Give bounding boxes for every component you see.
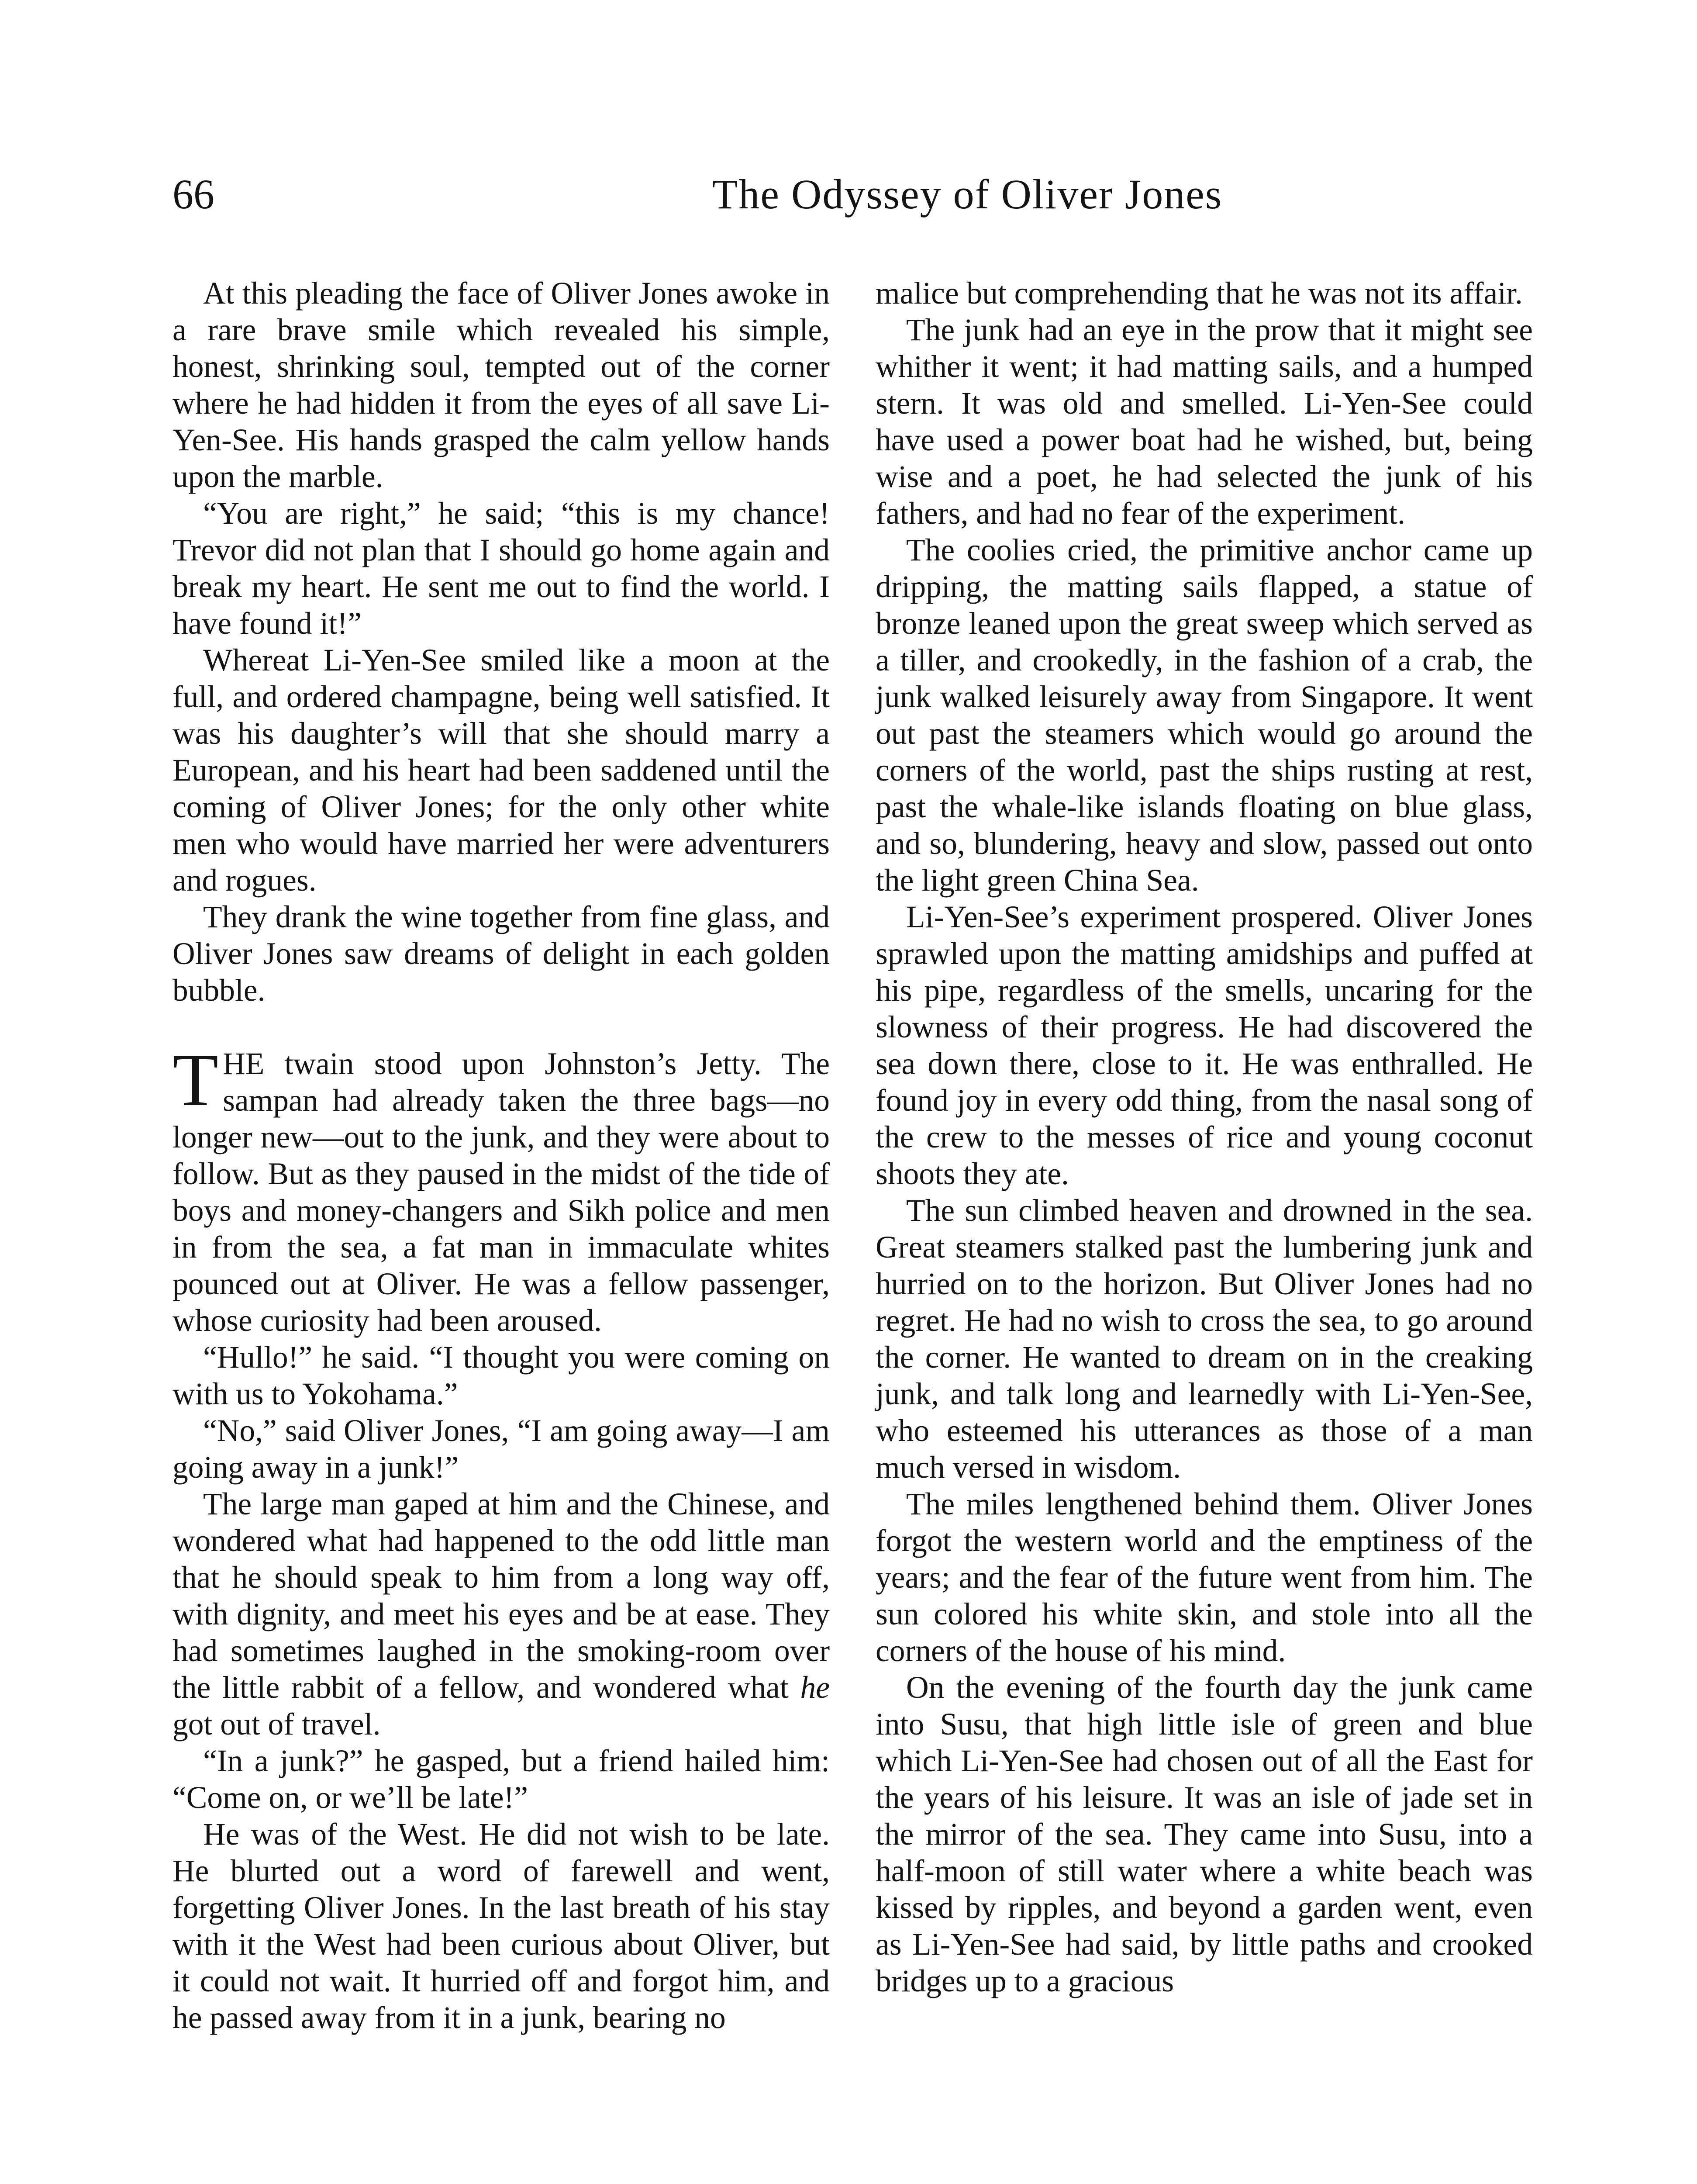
paragraph: Whereat Li-Yen-See smiled like a moon at the full, and ordered champagne, being well satisfied. It was his daughter’s will that she should marry a European, and his heart had been saddened until the coming of Oliver Jones; for the only other white men who would have married her were adventurers and rogues. xyxy=(172,643,830,898)
italic-word: he xyxy=(800,1670,830,1705)
paragraph: The junk had an eye in the prow that it might see whither it went; it had matting sails, and a humped stern. It was old and smelled. Li-Yen-See could have used a power boat had he wished, but, being wise and a poet, he had selected the junk of his fathers, and had no fear of the experiment. xyxy=(876,313,1533,531)
page-header xyxy=(172,168,1552,225)
section-opening-text: HE twain stood upon Johnston’s Jetty. The sampan had already taken the three bags—no longer new—out to the junk, and they were about to follow. But as they paused in the midst of the tide of boys and money-changers and Sikh police and men in from the sea, a fat man in immaculate whites pounced out at Oliver. He was a fellow passenger, whose curiosity had been aroused. xyxy=(172,1047,830,1338)
paragraph: “Hullo!” he said. “I thought you were coming on with us to Yokohama.” xyxy=(172,1340,830,1411)
left-column xyxy=(172,275,830,2036)
running-title: The Odyssey of Oliver Jones xyxy=(712,171,1223,218)
paragraph: On the evening of the fourth day the junk came into Susu, that high little isle of green and blue which Li-Yen-See had chosen out of all the East for the years of his leisure. It was an isle of jade set in the mirror of the sea. They came into Susu, into a half-moon of still water where a white beach was kissed by ripples, and beyond a garden went, even as Li-Yen-See had said, by little paths and crooked bridges up to a gracious xyxy=(876,1670,1533,1998)
drop-cap: T xyxy=(172,1039,219,1122)
paragraph xyxy=(172,1486,830,1743)
paragraph: “In a junk?” he gasped, but a friend hailed him: “Come on, or we’ll be late!” xyxy=(172,1744,830,1815)
paragraph: The miles lengthened behind them. Oliver Jones forgot the western world and the emptiness of the years; and the fear of the future went from him. The sun colored his white skin, and stole into all the corners of the house of his mind. xyxy=(876,1487,1533,1668)
paragraph: They drank the wine together from fine glass, and Oliver Jones saw dreams of delight in each golden bubble. xyxy=(172,900,830,1008)
paragraph-text: The large man gaped at him and the Chinese, and wondered what had happened to the odd little man that he should speak to him from a long way off, with dignity, and meet his eyes and be at ease. They had sometimes laughed in the smoking-room over the little rabbit of a fellow, and wondered what xyxy=(172,1487,830,1705)
section-opening-paragraph xyxy=(172,1039,830,1339)
paragraph-text: got out of travel. xyxy=(172,1707,381,1742)
paragraph: Li-Yen-See’s experiment prospered. Oliver Jones sprawled upon the matting amidships and puffed at his pipe, regardless of the smells, uncaring for the slowness of their progress. He had discovered the sea down there, close to it. He was enthralled. He found joy in every odd thing, from the nasal song of the crew to the messes of rice and young coconut shoots they ate. xyxy=(876,900,1533,1191)
paragraph: At this pleading the face of Oliver Jones awoke in a rare brave smile which revealed his simple, honest, shrinking soul, tempted out of the corner where he had hidden it from the eyes of all save Li-Yen-See. His hands grasped the calm yellow hands upon the marble. xyxy=(172,276,830,494)
page-number: 66 xyxy=(172,171,214,218)
paragraph: “You are right,” he said; “this is my chance! Trevor did not plan that I should go home again and break my heart. He sent me out to find the world. I have found it!” xyxy=(172,496,830,641)
right-column xyxy=(876,275,1533,2000)
paragraph: The coolies cried, the primitive anchor came up dripping, the matting sails flapped, a statue of bronze leaned upon the great sweep which served as a tiller, and crookedly, in the fashion of a crab, the junk walked leisurely away from Singapore. It went out past the steamers which would go around the corners of the world, past the ships rusting at rest, past the whale-like islands floating on blue glass, and so, blundering, heavy and slow, passed out onto the light green China Sea. xyxy=(876,533,1533,898)
paragraph: The sun climbed heaven and drowned in the sea. Great steamers stalked past the lumbering junk and hurried on to the horizon. But Oliver Jones had no regret. He had no wish to cross the sea, to go around the corner. He wanted to dream on in the creaking junk, and talk long and learnedly with Li-Yen-See, who esteemed his utterances as those of a man much versed in wisdom. xyxy=(876,1193,1533,1485)
paragraph: “No,” said Oliver Jones, “I am going away—I am going away in a junk!” xyxy=(172,1413,830,1485)
paragraph: He was of the West. He did not wish to be late. He blurted out a word of farewell and went, forgetting Oliver Jones. In the last breath of his stay with it the West had been curious about Oliver, but it could not wait. It hurried off and forgot him, and he passed away from it in a junk, bearing no xyxy=(172,1817,830,2035)
section-break xyxy=(172,1009,830,1046)
paragraph-continued: malice but comprehending that he was not its affair. xyxy=(876,276,1523,311)
